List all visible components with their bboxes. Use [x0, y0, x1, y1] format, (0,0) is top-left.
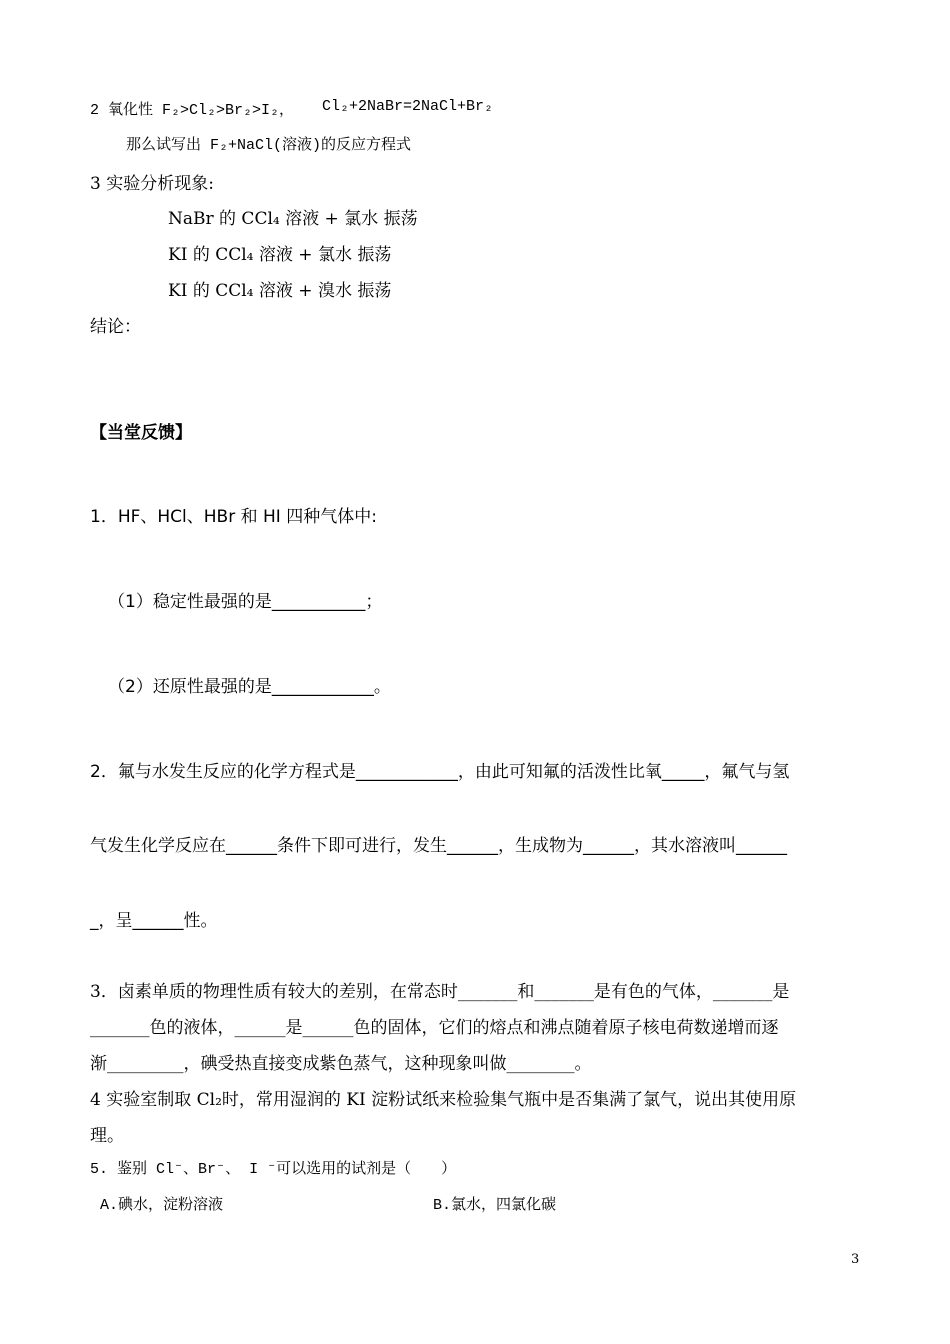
question-4-line-1: 4 实验室制取 Cl₂时，常用湿润的 KI 淀粉试纸来检验集气瓶中是否集满了氯气，说出其使用原	[90, 1090, 797, 1110]
section-title-feedback: 【当堂反馈】	[90, 423, 192, 443]
question-5: 5. 鉴别 Cl⁻、Br⁻、 I ⁻可以选用的试剂是（ ）	[90, 1161, 457, 1178]
question-1-part-2: （2）还原性最强的是____________。	[108, 677, 391, 697]
line-conclusion: 结论：	[90, 317, 141, 337]
line-experiment-2: KI 的 CCl₄ 溶液 + 氯水 振荡	[168, 245, 392, 265]
question-2-line-1: 2．氟与水发生反应的化学方程式是____________，由此可知氟的活泼性比氧_____，氟气与氢	[90, 762, 790, 782]
line-oxidizing-order: 2 氧化性 F₂>Cl₂>Br₂>I₂，	[90, 102, 295, 119]
line-experiment-1: NaBr 的 CCl₄ 溶液 + 氯水 振荡	[168, 209, 418, 229]
line-cl2-nabr-equation: Cl₂+2NaBr=2NaCl+Br₂	[322, 98, 494, 115]
page-number: 3	[851, 1252, 860, 1267]
question-1: 1．HF、HCl、HBr 和 HI 四种气体中:	[90, 507, 377, 527]
question-1-part-1: （1）稳定性最强的是___________；	[108, 592, 383, 612]
question-3-line-2: _______色的液体，______是______色的固体，它们的熔点和沸点随着原子核电荷数递增而逐	[90, 1018, 779, 1038]
question-5-option-b: B.氯水，四氯化碳	[433, 1197, 557, 1214]
question-4-line-2: 理。	[90, 1126, 124, 1146]
line-f2-nacl-prompt: 那么试写出 F₂+NaCl(溶液)的反应方程式	[126, 137, 412, 154]
question-2-line-3: _，呈______性。	[90, 911, 218, 931]
question-3-line-3: 渐_________，碘受热直接变成紫色蒸气，这种现象叫做________。	[90, 1054, 592, 1074]
line-experiment-3: KI 的 CCl₄ 溶液 + 溴水 振荡	[168, 281, 392, 301]
question-5-option-a: A.碘水，淀粉溶液	[100, 1197, 224, 1214]
line-experiment-heading: 3 实验分析现象:	[90, 174, 214, 194]
question-3-line-1: 3．卤素单质的物理性质有较大的差别，在常态时_______和_______是有色的气体，_______是	[90, 982, 790, 1002]
question-2-line-2: 气发生化学反应在______条件下即可进行，发生______，生成物为______，其水溶液叫______	[90, 836, 787, 856]
